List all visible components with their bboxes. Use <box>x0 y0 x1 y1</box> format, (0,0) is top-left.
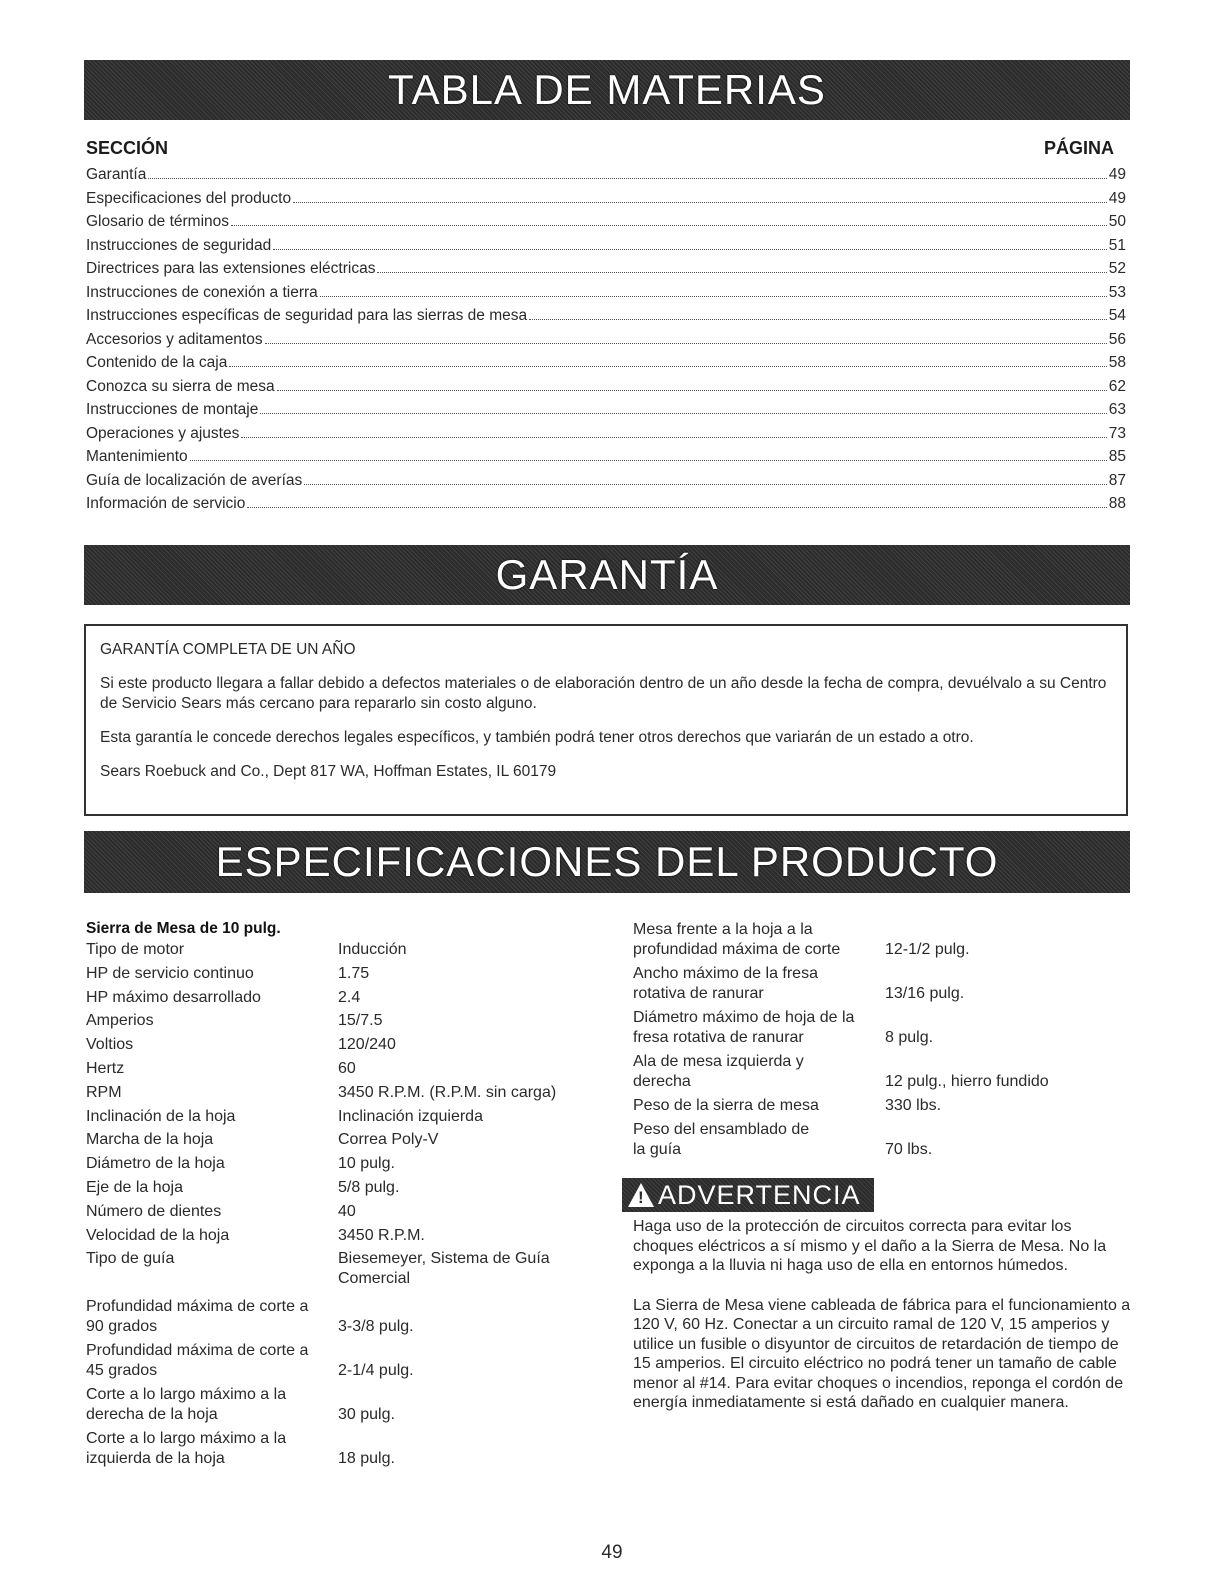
warranty-banner-title: GARANTÍA <box>495 551 719 598</box>
spec-label: Profundidad máxima de corte a 90 grados <box>86 1298 309 1336</box>
spec-label: Diámetro máximo de hoja de la fresa rotativa de ranurar <box>633 1009 855 1046</box>
spec-value: 3-3/8 pulg. <box>338 1318 414 1336</box>
spec-label: Mesa frente a la hoja a la profundidad máxima de corte <box>633 921 841 958</box>
toc-item-page: 56 <box>1108 330 1126 348</box>
spec-value: 13/16 pulg. <box>885 985 965 1002</box>
spec-row <box>86 1083 606 1103</box>
toc-item-title: Instrucciones de seguridad <box>86 236 272 254</box>
spec-value: 2-1/4 pulg. <box>338 1362 414 1380</box>
spec-label: Tipo de guía <box>86 1250 175 1268</box>
warranty-address: Sears Roebuck and Co., Dept 817 WA, Hoffman Estates, IL 60179 <box>100 763 557 780</box>
spec-row <box>633 1120 1133 1160</box>
toc-item-page: 49 <box>1108 166 1126 183</box>
toc-item <box>86 190 1126 214</box>
warning-label: ADVERTENCIA <box>658 1179 861 1210</box>
spec-value: Inclinación izquierda <box>338 1107 483 1125</box>
toc-item <box>86 401 1126 425</box>
spec-value: 12-1/2 pulg. <box>885 941 970 958</box>
toc-item <box>86 213 1126 237</box>
toc-item <box>86 166 1126 190</box>
spec-label: Corte a lo largo máximo a la derecha de la hoja <box>86 1385 287 1423</box>
toc-header <box>86 138 1114 159</box>
warning-banner <box>622 1178 874 1212</box>
specs-banner <box>84 831 1130 893</box>
spec-value: 15/7.5 <box>338 1012 383 1030</box>
spec-label: Amperios <box>86 1012 154 1030</box>
toc-item-page: 50 <box>1108 213 1126 230</box>
toc-item-page: 58 <box>1108 354 1126 371</box>
spec-row <box>86 1226 606 1246</box>
spec-row <box>633 964 1133 1004</box>
toc-item <box>86 425 1126 449</box>
toc-item-page: 73 <box>1108 424 1126 442</box>
spec-value: 2.4 <box>338 988 361 1006</box>
spec-value: 30 pulg. <box>338 1405 395 1423</box>
spec-value: 10 pulg. <box>338 1155 395 1173</box>
toc-item-title: Conozca su sierra de mesa <box>86 377 275 395</box>
spec-row <box>86 964 606 984</box>
specs-right-column <box>633 920 1133 1164</box>
spec-label: HP máximo desarrollado <box>86 988 261 1006</box>
toc-item-page: 62 <box>1108 377 1126 395</box>
spec-value: 5/8 pulg. <box>338 1178 400 1196</box>
warning-paragraph-1: Haga uso de la protección de circuitos correcta para evitar los choques eléctricos a sí mismo y el daño a la Sierra de Mesa. No la exponga a la lluvia ni haga uso de ella en entornos húmedos. <box>633 1218 1107 1274</box>
specs-left-column <box>86 920 606 1473</box>
spec-row <box>86 940 606 960</box>
spec-label: Velocidad de la hoja <box>86 1226 230 1244</box>
toc-page-header: PÁGINA <box>1043 138 1114 158</box>
toc-item-title: Información de servicio <box>86 495 246 512</box>
toc-item-title: Directrices para las extensiones eléctricas <box>86 260 376 277</box>
spec-value: Inducción <box>338 941 407 958</box>
spec-row <box>86 1249 606 1289</box>
toc-item-title: Instrucciones de conexión a tierra <box>86 283 318 301</box>
warranty-paragraph-1: Si este producto llegara a fallar debido a defectos materiales o de elaboración dentro de un año desde la fecha de compra, devuélvalo a su Centro de Servicio Sears más cercano para repararlo sin costo alguno. <box>100 675 1107 712</box>
spec-value: 3450 R.P.M. <box>338 1226 425 1244</box>
toc-item-page: 53 <box>1108 283 1126 301</box>
spec-value: 18 pulg. <box>338 1449 395 1467</box>
spec-row <box>86 1130 606 1150</box>
toc-item <box>86 284 1126 308</box>
toc-section-header: SECCIÓN <box>86 138 169 158</box>
spec-row <box>86 1297 606 1337</box>
toc-item-title: Mantenimiento <box>86 448 188 465</box>
specs-banner-title: ESPECIFICACIONES DEL PRODUCTO <box>215 838 999 885</box>
toc-item <box>86 237 1126 261</box>
spec-value: 40 <box>338 1202 356 1220</box>
spec-row <box>86 1154 606 1174</box>
toc-item-page: 63 <box>1108 401 1126 418</box>
spec-row <box>86 988 606 1008</box>
spec-row <box>86 1341 606 1381</box>
toc-item-title: Operaciones y ajustes <box>86 424 240 442</box>
spec-label: Hertz <box>86 1059 125 1077</box>
spec-row <box>633 920 1133 960</box>
spec-label: Peso del ensamblado de la guía <box>633 1121 810 1158</box>
toc-item-title: Accesorios y aditamentos <box>86 330 263 348</box>
spec-label: Peso de la sierra de mesa <box>633 1097 819 1114</box>
warning-icon: ! <box>628 1183 654 1207</box>
warning-text <box>633 1217 1133 1433</box>
warning-paragraph-2: La Sierra de Mesa viene cableada de fábrica para el funcionamiento a 120 V, 60 Hz. Conectar a un circuito ramal de 120 V, 15 amperios y utilice un fusible o disyuntor de circuitos de retardación de tiempo de 15 amperios. El circuito eléctrico no podrá tener un tamaño de cable menor al #14. Para evitar choques o incendios, reponga el cordón de energía inmediatamente si está dañado en cualquier manera. <box>633 1296 1131 1411</box>
spec-value: 120/240 <box>338 1036 396 1054</box>
warranty-banner <box>84 545 1130 605</box>
spec-label: Número de dientes <box>86 1202 222 1220</box>
spec-label: Tipo de motor <box>86 941 185 958</box>
toc-list <box>86 166 1126 519</box>
warranty-paragraph-2: Esta garantía le concede derechos legales específicos, y también podrá tener otros derechos que variarán de un estado a otro. <box>100 729 974 746</box>
spec-value: 70 lbs. <box>885 1141 933 1158</box>
page-number: 49 <box>601 1542 623 1563</box>
toc-banner <box>84 60 1130 120</box>
spec-value: 60 <box>338 1059 356 1077</box>
spec-row <box>86 1011 606 1031</box>
spec-value: 12 pulg., hierro fundido <box>885 1073 1049 1090</box>
toc-item <box>86 331 1126 355</box>
spec-row <box>86 1035 606 1055</box>
toc-item-page: 49 <box>1108 189 1126 207</box>
toc-item <box>86 260 1126 284</box>
toc-item-page: 52 <box>1108 260 1126 277</box>
warranty-box <box>84 624 1128 816</box>
toc-banner-title: TABLA DE MATERIAS <box>388 66 826 113</box>
spec-value: Correa Poly-V <box>338 1131 439 1149</box>
spec-label: HP de servicio continuo <box>86 964 254 982</box>
toc-item-title: Instrucciones específicas de seguridad para las sierras de mesa <box>86 307 528 324</box>
spec-row <box>633 1096 1133 1116</box>
toc-item <box>86 495 1126 519</box>
toc-item-title: Contenido de la caja <box>86 354 228 371</box>
toc-item <box>86 448 1126 472</box>
spec-value: 8 pulg. <box>885 1029 934 1046</box>
spec-row <box>86 1178 606 1198</box>
specs-title: Sierra de Mesa de 10 pulg. <box>86 920 281 937</box>
spec-row <box>86 1385 606 1425</box>
spec-row <box>86 1202 606 1222</box>
spec-label: Voltios <box>86 1036 134 1054</box>
spec-row <box>86 1107 606 1127</box>
spec-label: Diámetro de la hoja <box>86 1155 225 1173</box>
spec-row <box>86 1429 606 1469</box>
spec-value: 1.75 <box>338 964 370 982</box>
toc-item-title: Guía de localización de averías <box>86 471 303 489</box>
spec-value: Biesemeyer, Sistema de Guía Comercial <box>338 1250 550 1288</box>
toc-item <box>86 307 1126 331</box>
toc-item <box>86 378 1126 402</box>
toc-item <box>86 472 1126 496</box>
spec-label: Eje de la hoja <box>86 1178 183 1196</box>
spec-row <box>633 1008 1133 1048</box>
toc-item-title: Garantía <box>86 166 147 183</box>
spec-row <box>86 1059 606 1079</box>
toc-item-page: 51 <box>1108 236 1126 254</box>
toc-item <box>86 354 1126 378</box>
toc-item-page: 85 <box>1108 448 1126 465</box>
spec-label: Corte a lo largo máximo a la izquierda de la hoja <box>86 1429 287 1467</box>
toc-item-page: 88 <box>1108 495 1126 512</box>
spec-row <box>633 1052 1133 1092</box>
spec-value: 3450 R.P.M. (R.P.M. sin carga) <box>338 1083 557 1101</box>
toc-item-title: Especificaciones del producto <box>86 189 292 207</box>
toc-item-title: Glosario de términos <box>86 213 230 230</box>
warranty-heading: GARANTÍA COMPLETA DE UN AÑO <box>100 641 356 658</box>
spec-label: Ala de mesa izquierda y derecha <box>633 1053 804 1090</box>
spec-label: Inclinación de la hoja <box>86 1107 236 1125</box>
spec-value: 330 lbs. <box>885 1097 942 1114</box>
toc-item-page: 87 <box>1108 471 1126 489</box>
spec-label: Ancho máximo de la fresa rotativa de ranurar <box>633 965 818 1002</box>
spec-label: Profundidad máxima de corte a 45 grados <box>86 1342 309 1380</box>
toc-item-page: 54 <box>1108 307 1126 324</box>
toc-item-title: Instrucciones de montaje <box>86 401 259 418</box>
spec-label: Marcha de la hoja <box>86 1131 214 1149</box>
spec-label: RPM <box>86 1083 122 1101</box>
